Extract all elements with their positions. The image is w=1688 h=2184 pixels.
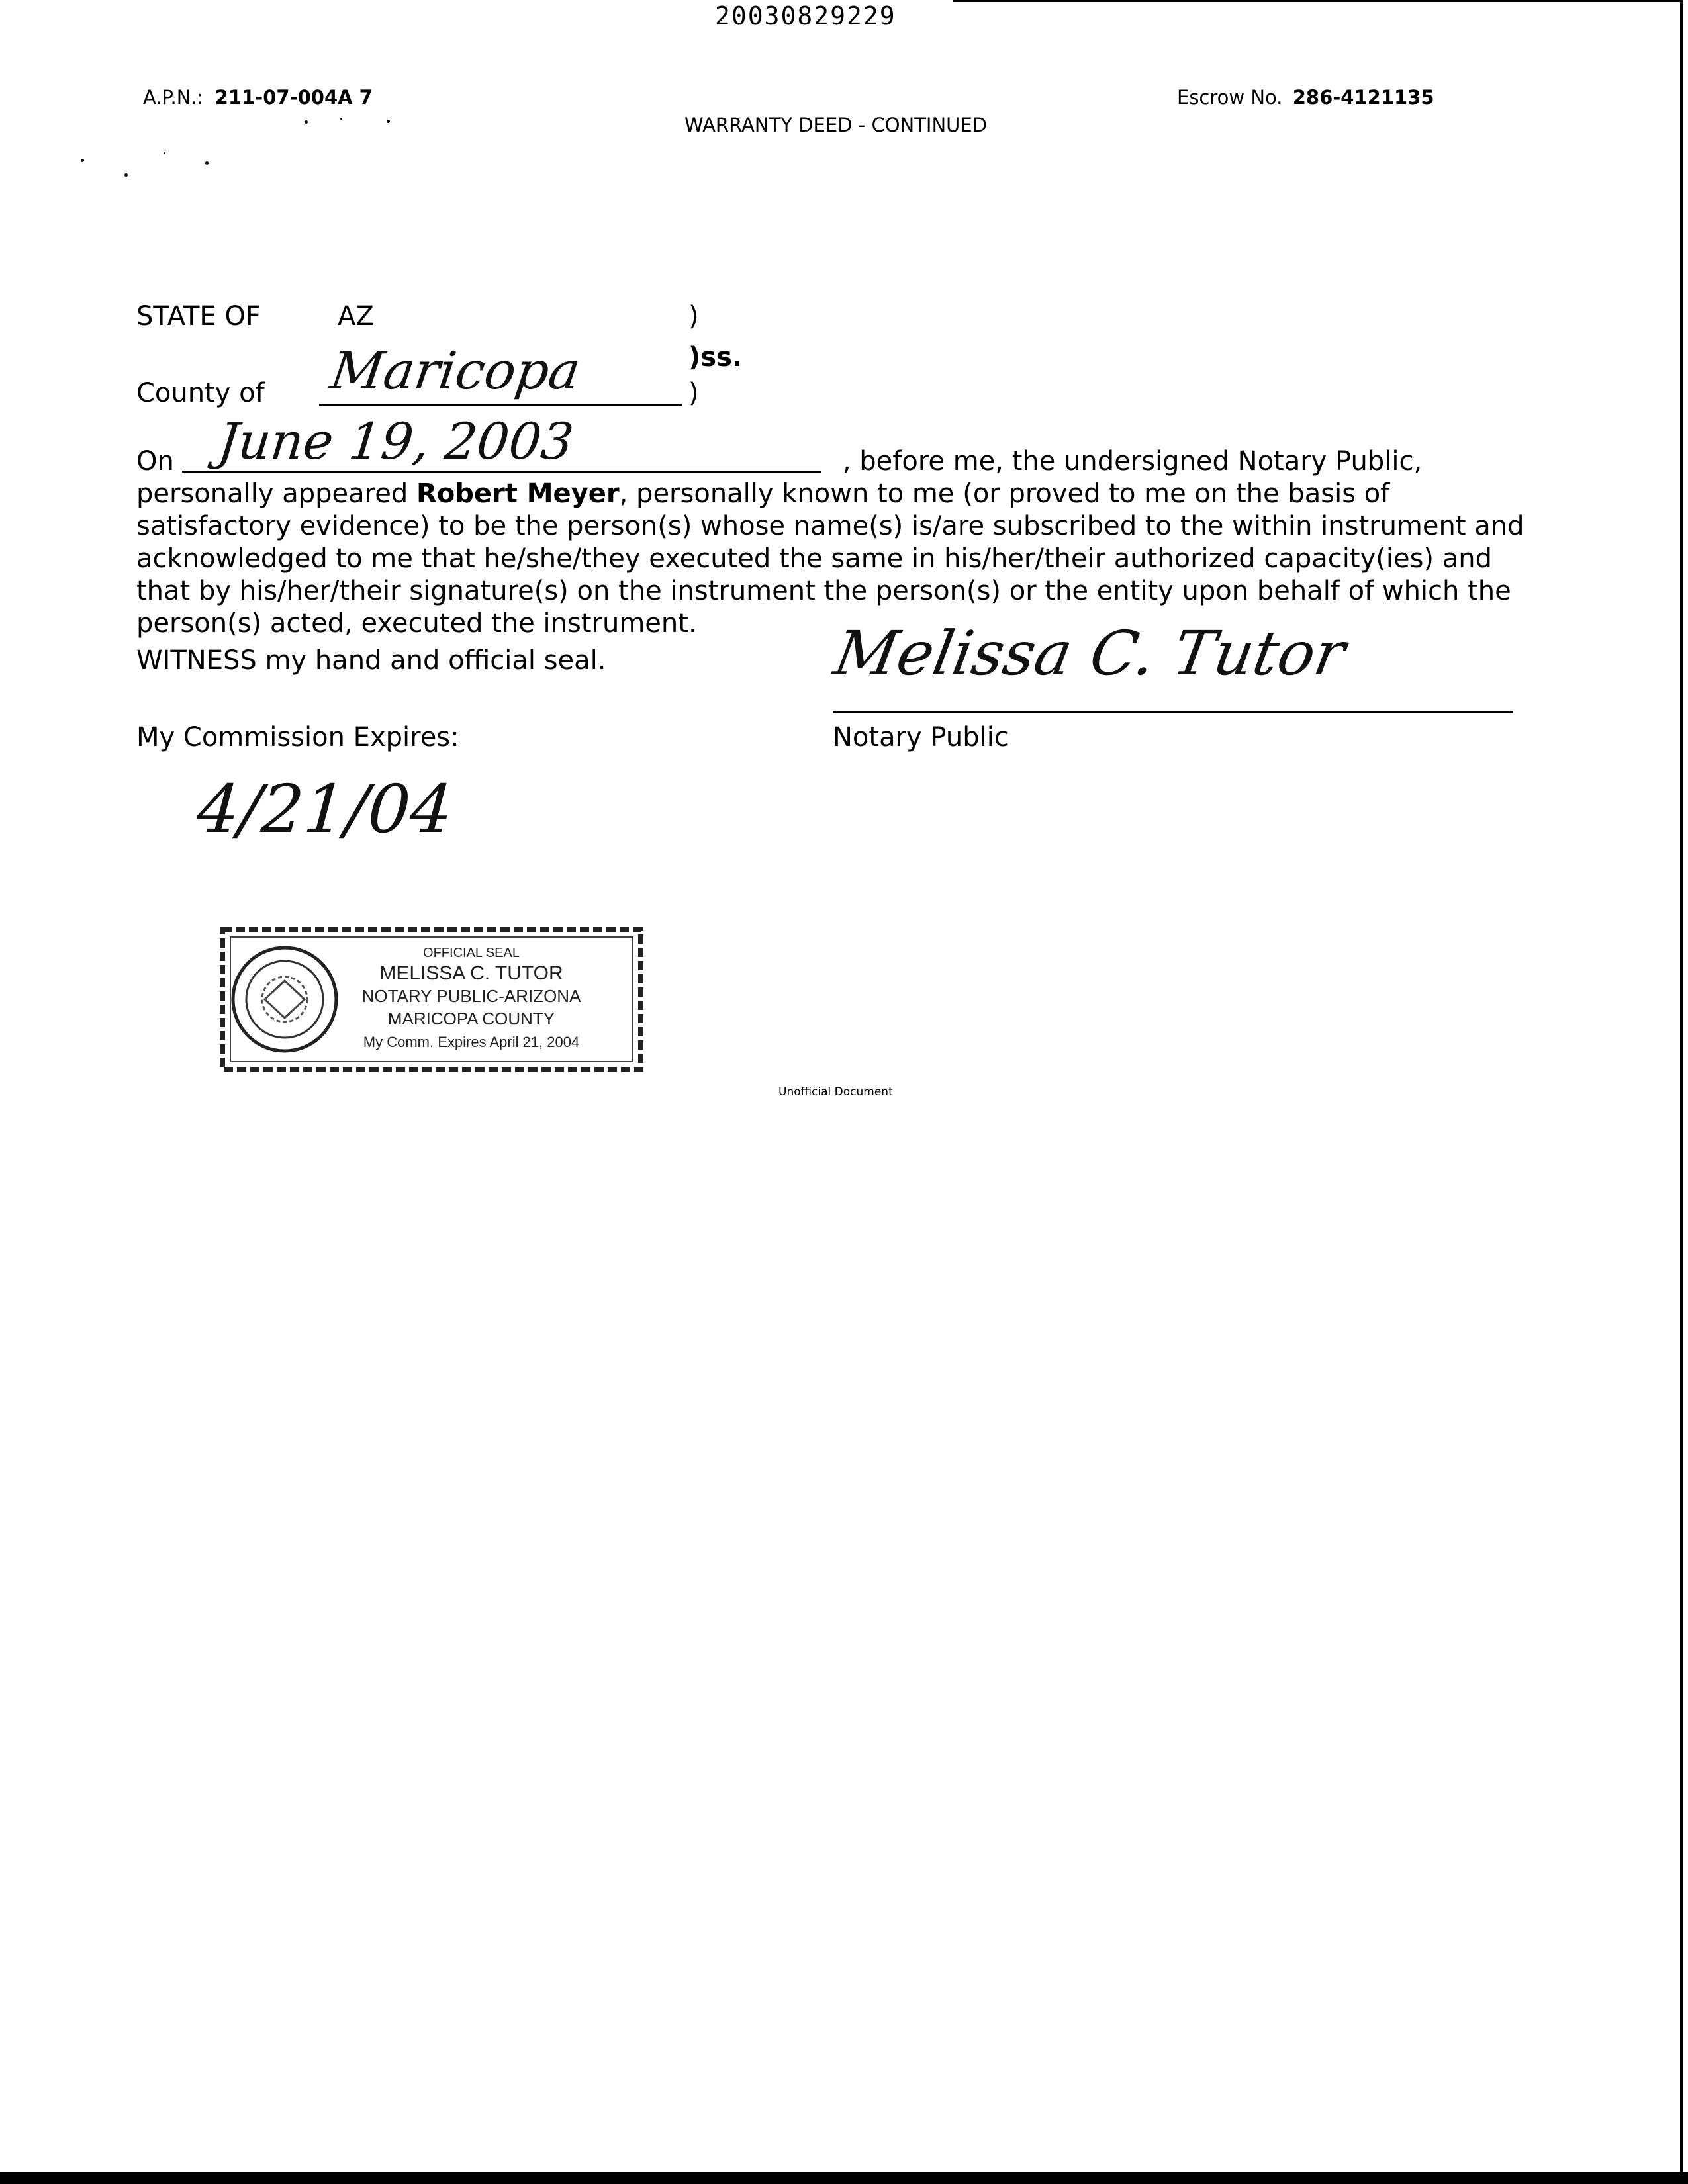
apn-label: A.P.N.: bbox=[143, 86, 204, 109]
county-handwritten: Maricopa bbox=[326, 341, 585, 401]
scan-speck bbox=[164, 152, 165, 154]
escrow-value: 286-4121135 bbox=[1292, 86, 1434, 109]
escrow-label: Escrow No. bbox=[1177, 86, 1283, 109]
seal-line-4: MARICOPA COUNTY bbox=[387, 1009, 555, 1028]
seal-graphic bbox=[213, 920, 650, 1082]
seal-line-2: MELISSA C. TUTOR bbox=[379, 962, 563, 984]
county-underline bbox=[319, 404, 682, 406]
seal-line-1: OFFICIAL SEAL bbox=[423, 946, 520, 960]
notary-public-label: Notary Public bbox=[833, 722, 1009, 752]
scan-speck bbox=[340, 118, 342, 120]
notary-signature: Melissa C. Tutor bbox=[829, 618, 1351, 689]
page-top-edge-line bbox=[953, 0, 1681, 2]
seal-line-3: NOTARY PUBLIC-ARIZONA bbox=[361, 986, 581, 1006]
page-bottom-edge bbox=[0, 2172, 1688, 2184]
acknowledgment-text-after: , personally known to me (or proved to me on the basis of satisfactory evidence) to be the person(s) whose name(s) is/are subscribed to the within instrument and acknowledged to me that he/she/they executed the same in his/her/their authorized capacity(ies) and that by his/her/their signature(s) on the instrument the person(s) or the entity upon behalf of which the person(s) acted, executed the instrument. bbox=[136, 478, 1524, 639]
ss-label: )ss. bbox=[688, 342, 743, 373]
recording-number: 20030829229 bbox=[715, 1, 896, 30]
scan-speck bbox=[387, 120, 390, 123]
appeared-person-name: Robert Meyer bbox=[416, 478, 620, 509]
unofficial-document-note: Unofficial Document bbox=[778, 1085, 893, 1099]
venue-paren-1: ) bbox=[688, 301, 699, 332]
notary-seal-stamp bbox=[213, 920, 650, 1082]
acknowledgment-date-handwritten: June 19, 2003 bbox=[215, 412, 577, 471]
state-value: AZ bbox=[338, 301, 374, 332]
on-label: On bbox=[136, 446, 174, 477]
seal-line-5: My Comm. Expires April 21, 2004 bbox=[363, 1034, 580, 1050]
apn-line bbox=[143, 86, 373, 109]
county-label: County of bbox=[136, 378, 265, 408]
witness-line: WITNESS my hand and official seal. bbox=[136, 645, 606, 676]
signature-line bbox=[833, 711, 1513, 713]
acknowledgment-text-before: , before me, the undersigned Notary Public, personally appeared bbox=[136, 446, 1423, 509]
scan-speck bbox=[205, 161, 209, 165]
escrow-line bbox=[1177, 86, 1434, 109]
page-right-edge bbox=[1680, 0, 1683, 2184]
commission-date-handwritten: 4/21/04 bbox=[194, 770, 455, 848]
state-label: STATE OF bbox=[136, 301, 261, 332]
commission-label: My Commission Expires: bbox=[136, 722, 459, 752]
document-title: WARRANTY DEED - CONTINUED bbox=[684, 114, 988, 136]
acknowledgment-paragraph bbox=[136, 445, 1533, 640]
scan-speck bbox=[124, 173, 128, 177]
venue-paren-3: ) bbox=[688, 378, 699, 408]
apn-value: 211-07-004A 7 bbox=[214, 86, 373, 109]
scan-speck bbox=[81, 159, 84, 162]
scan-speck bbox=[305, 120, 308, 124]
